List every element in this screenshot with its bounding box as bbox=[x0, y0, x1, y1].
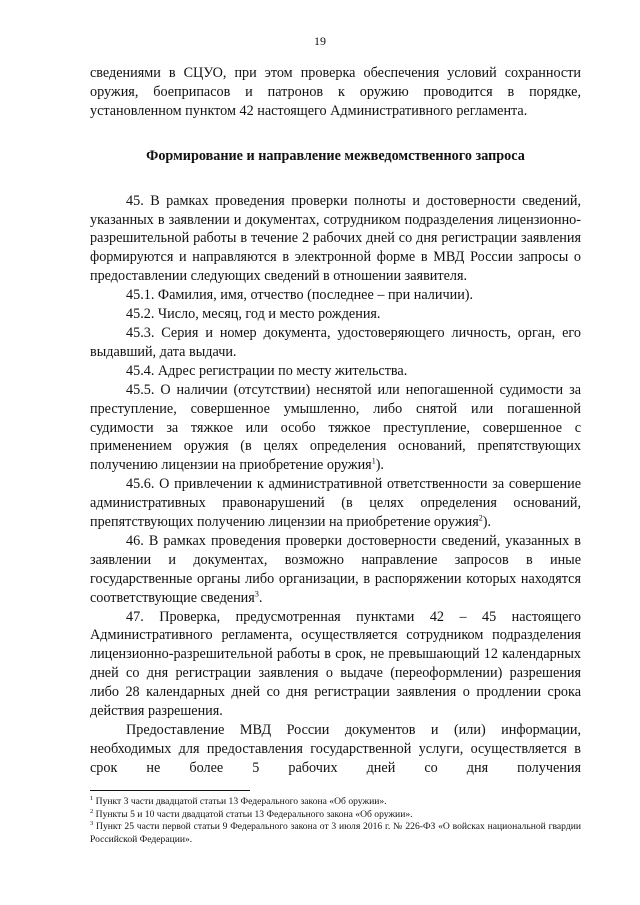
paragraph-45-4: 45.4. Адрес регистрации по месту жительства. bbox=[126, 362, 408, 379]
paragraph-45-3: 45.3. Серия и номер документа, удостоверяющего личность, орган, его выдавший, дата выдачи. bbox=[90, 324, 581, 360]
page-number: 19 bbox=[314, 34, 326, 48]
document-body bbox=[90, 64, 581, 778]
footnote-divider bbox=[90, 790, 250, 791]
paragraph-45-6: 45.6. О привлечении к административной ответственности за совершение административных правонарушений (в целях определения оснований, препятствующих получению лицензии на приобретение оружия$^2$). bbox=[90, 476, 581, 531]
footnote-ref: 3 bbox=[254, 588, 259, 598]
paragraph-47: 47. Проверка, предусмотренная пунктами 42 – 45 настоящего Административного регламента, осуществляется сотрудником подразделения лицензионно-разрешительной работы в срок, не превышающий 12 календарных дней со дня регистрации заявления о выдаче (переоформлении) разрешения либо 28 календарных дней со дня регистрации заявления о продлении срока действия разрешения. bbox=[90, 608, 581, 720]
paragraph-final: Предоставление МВД России документов и (или) информации, необходимых для предоставления государственной услуги, осуществляется в срок не более 5 рабочих дней со дня получения bbox=[90, 722, 581, 776]
footnotes bbox=[90, 796, 581, 846]
paragraph-45-5: 45.5. О наличии (отсутствии) неснятой или непогашенной судимости за преступление, совершенное умышленно, либо снятой или погашенной судимости за тяжкое или особо тяжкое преступление, совершенное с применением оружия (в целях определения оснований, препятствующих получению лицензии на приобретение оружия$^1$). bbox=[90, 381, 581, 474]
section-heading: Формирование и направление межведомственного запроса bbox=[146, 147, 525, 164]
footnote-ref: 1 bbox=[371, 456, 376, 466]
footnote-2: $^2$ Пункты 5 и 10 части двадцатой статьи 13 Федерального закона «Об оружии». bbox=[90, 807, 413, 820]
paragraph-45-2: 45.2. Число, месяц, год и место рождения. bbox=[126, 306, 381, 323]
footnote-ref: 2 bbox=[478, 513, 483, 523]
paragraph-45: 45. В рамках проведения проверки полноты и достоверности сведений, указанных в заявлении и документах, сотрудником подразделения лицензионно-разрешительной работы в течение 2 рабочих дней со дня регистрации заявления формируются и направляются в электронной форме в МВД России запросы о предоставлении следующих сведений в отношении заявителя. bbox=[90, 192, 581, 285]
paragraph-46: 46. В рамках проведения проверки достоверности сведений, указанных в заявлении и документах, возможно направление запросов в иные государственные органы либо организации, в распоряжении которых находятся соответствующие сведения$^3$. bbox=[90, 532, 581, 606]
paragraph-45-1: 45.1. Фамилия, имя, отчество (последнее – при наличии). bbox=[126, 287, 474, 304]
footnote-3: $^3$ Пункт 25 части первой статьи 9 Федерального закона от 3 июля 2016 г. № 226-ФЗ «О войсках национальной гвардии Российской Федерации». bbox=[90, 820, 581, 845]
paragraph-continuation: сведениями в СЦУО, при этом проверка обеспечения условий сохранности оружия, боеприпасов и патронов к оружию проводится в порядке, установленном пунктом 42 настоящего Административного регламента. bbox=[90, 65, 581, 119]
footnote-1: $^1$ Пункт 3 части двадцатой статьи 13 Федерального закона «Об оружии». bbox=[90, 794, 387, 807]
